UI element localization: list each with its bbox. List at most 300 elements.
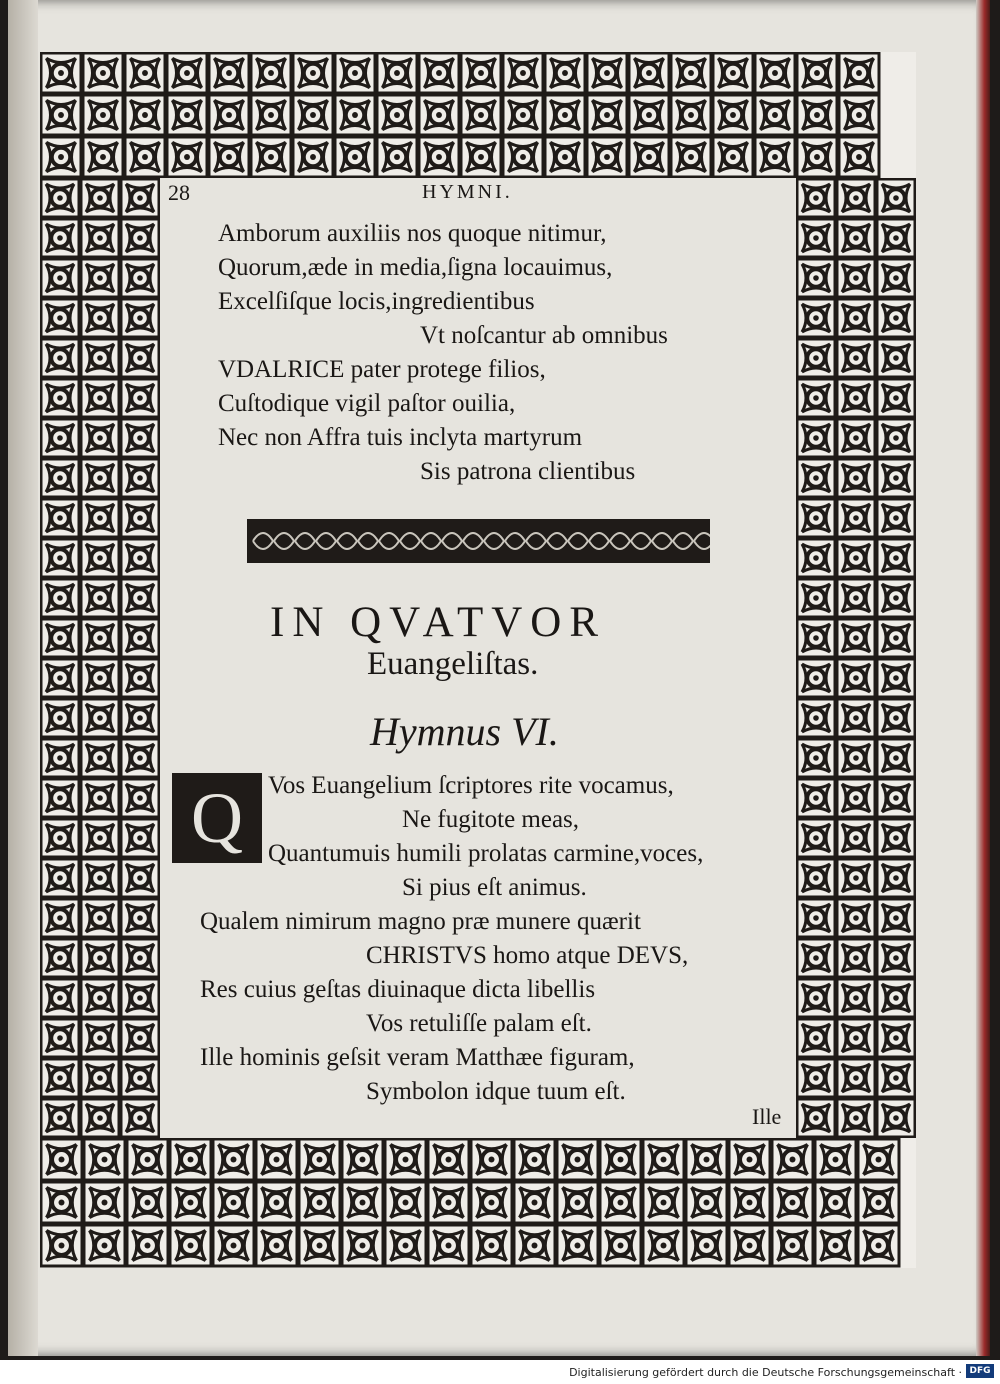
ornament-tile <box>256 1139 297 1180</box>
ornament-tile <box>121 779 159 817</box>
ornament-tile <box>121 299 159 337</box>
ornament-tile <box>837 499 875 537</box>
verse-line: Nec non Affra tuis inclyta martyrum <box>218 424 583 451</box>
ornament-tile <box>837 899 875 937</box>
leaf-ornament <box>631 533 651 549</box>
ornamental-headpiece <box>247 519 710 563</box>
verse-line: Quorum,æde in media,ſigna locauimus, <box>218 254 613 281</box>
ornament-tile <box>81 979 119 1017</box>
ornament-tile <box>41 579 79 617</box>
ornament-tile <box>41 137 81 177</box>
ornament-tile <box>797 699 835 737</box>
ornament-tile <box>213 1139 254 1180</box>
ornament-tile <box>41 1225 82 1266</box>
verse-line: Symbolon idque tuum eſt. <box>366 1078 626 1105</box>
page-number: 28 <box>168 180 190 205</box>
ornament-tile <box>209 95 249 135</box>
ornament-tile <box>121 939 159 977</box>
ornament-tile <box>41 179 79 217</box>
ornament-tile <box>686 1139 727 1180</box>
ornament-tile <box>797 659 835 697</box>
ornament-tile <box>877 419 915 457</box>
ornament-tile <box>41 539 79 577</box>
ornament-tile <box>837 379 875 417</box>
ornament-tile <box>461 53 501 93</box>
verse-line: Vos Euangelium ſcriptores rite vocamus, <box>268 772 674 799</box>
ornament-tile <box>797 95 837 135</box>
initial-letter: Q <box>191 778 243 858</box>
ornament-tile <box>41 779 79 817</box>
ornament-tile <box>557 1139 598 1180</box>
ornament-tile <box>503 95 543 135</box>
ornament-tile <box>797 459 835 497</box>
ornament-tile <box>471 1139 512 1180</box>
ornament-tile <box>342 1182 383 1223</box>
ornament-tile <box>121 899 159 937</box>
ornament-tile <box>837 179 875 217</box>
ornament-tile <box>797 539 835 577</box>
ornament-tile <box>545 137 585 177</box>
verse-line: Si pius eſt animus. <box>402 874 587 901</box>
ornament-tile <box>837 699 875 737</box>
ornament-tile <box>797 259 835 297</box>
ornament-tile <box>797 1059 835 1097</box>
ornament-tile <box>877 219 915 257</box>
ornament-tile <box>629 137 669 177</box>
ornament-tile <box>256 1182 297 1223</box>
ornament-tile <box>342 1139 383 1180</box>
ornament-tile <box>877 1019 915 1057</box>
ornament-tile <box>877 619 915 657</box>
ornament-tile <box>545 95 585 135</box>
ornament-tile <box>600 1182 641 1223</box>
ornamental-border-top <box>40 52 916 178</box>
ornament-tile <box>41 619 79 657</box>
ornament-tile <box>877 1099 915 1137</box>
ornament-tile <box>729 1182 770 1223</box>
ornament-tile <box>797 219 835 257</box>
ornament-tile <box>41 499 79 537</box>
ornament-tile <box>858 1139 899 1180</box>
ornament-tile <box>797 579 835 617</box>
ornament-tile <box>121 619 159 657</box>
ornament-tile <box>127 1225 168 1266</box>
ornament-tile <box>587 137 627 177</box>
ornament-tile <box>251 53 291 93</box>
verse-line: Qualem nimirum magno præ munere quærit <box>200 908 641 935</box>
ornament-tile <box>251 137 291 177</box>
ornament-tile <box>877 259 915 297</box>
ornament-tile <box>877 899 915 937</box>
verse-line: Ne fugitote meas, <box>402 806 580 833</box>
ornament-tile <box>877 1059 915 1097</box>
ornament-tile <box>772 1139 813 1180</box>
verse-line: Vt noſcantur ab omnibus <box>420 322 668 349</box>
ornament-tile <box>858 1225 899 1266</box>
ornament-tile <box>797 419 835 457</box>
ornament-tile <box>167 137 207 177</box>
ornament-tile <box>643 1182 684 1223</box>
ornament-tile <box>335 95 375 135</box>
ornament-tile <box>299 1139 340 1180</box>
dfg-logo: DFG <box>966 1364 994 1378</box>
ornament-tile <box>81 899 119 937</box>
ornament-tile <box>256 1225 297 1266</box>
ornament-tile <box>213 1182 254 1223</box>
ornament-tile <box>121 179 159 217</box>
ornament-tile <box>797 899 835 937</box>
ornament-tile <box>877 739 915 777</box>
ornament-tile <box>600 1139 641 1180</box>
ornament-tile <box>877 699 915 737</box>
ornament-tile <box>121 579 159 617</box>
ornament-tile <box>84 1182 125 1223</box>
ornament-tile <box>41 459 79 497</box>
ornament-tile <box>671 95 711 135</box>
leaf-ornament <box>547 533 567 549</box>
ornament-tile <box>125 53 165 93</box>
ornament-tile <box>797 339 835 377</box>
ornament-tile <box>83 137 123 177</box>
leaf-ornament <box>253 533 273 549</box>
leaf-ornament <box>442 533 462 549</box>
ornament-tile <box>41 1099 79 1137</box>
ornament-tile <box>755 53 795 93</box>
ornament-tile <box>121 739 159 777</box>
ornament-tile <box>557 1182 598 1223</box>
ornament-tile <box>41 219 79 257</box>
ornament-tile <box>877 979 915 1017</box>
ornament-tile <box>428 1139 469 1180</box>
ornamental-border-left <box>40 178 160 1138</box>
ornament-tile <box>713 137 753 177</box>
ornament-tile <box>81 179 119 217</box>
ornament-tile <box>815 1182 856 1223</box>
ornament-tile <box>839 137 879 177</box>
ornament-tile <box>877 659 915 697</box>
verse-line: CHRISTVS homo atque DEVS, <box>366 942 689 969</box>
verse-line: Excelſiſque locis,ingredientibus <box>218 288 535 315</box>
ornament-tile <box>41 1139 82 1180</box>
ornament-tile <box>837 219 875 257</box>
ornament-tile <box>729 1225 770 1266</box>
ornament-tile <box>299 1182 340 1223</box>
ornament-tile <box>837 419 875 457</box>
ornament-tile <box>121 219 159 257</box>
ornament-tile <box>877 579 915 617</box>
ornament-tile <box>81 1019 119 1057</box>
ornament-tile <box>81 779 119 817</box>
ornament-tile <box>41 819 79 857</box>
ornament-tile <box>121 379 159 417</box>
ornament-tile <box>41 95 81 135</box>
ornament-tile <box>41 739 79 777</box>
ornament-tile <box>377 95 417 135</box>
leaf-ornament <box>358 533 378 549</box>
leaf-ornament <box>274 533 294 549</box>
ornament-tile <box>419 137 459 177</box>
section-subtitle: Euangeliſtas. <box>367 646 539 682</box>
ornament-tile <box>837 739 875 777</box>
ornament-tile <box>837 939 875 977</box>
ornament-tile <box>755 137 795 177</box>
verse-line: Vos retuliſſe palam eſt. <box>366 1010 592 1037</box>
ornament-tile <box>121 1059 159 1097</box>
ornament-tile <box>127 1139 168 1180</box>
ornament-tile <box>121 979 159 1017</box>
ornament-tile <box>772 1225 813 1266</box>
ornament-tile <box>837 619 875 657</box>
ornament-tile <box>125 95 165 135</box>
ornament-tile <box>629 53 669 93</box>
ornament-tile <box>335 53 375 93</box>
ornament-tile <box>41 859 79 897</box>
leaf-ornament <box>421 533 441 549</box>
footer-credit: Digitalisierung gefördert durch die Deutsche Forschungsgemeinschaft · <box>569 1366 962 1379</box>
ornament-tile <box>815 1139 856 1180</box>
leaf-ornament <box>316 533 336 549</box>
ornament-tile <box>837 339 875 377</box>
ornament-tile <box>471 1225 512 1266</box>
ornament-tile <box>772 1182 813 1223</box>
ornament-tile <box>837 459 875 497</box>
ornament-tile <box>293 53 333 93</box>
ornament-tile <box>797 299 835 337</box>
ornament-tile <box>600 1225 641 1266</box>
ornament-tile <box>797 137 837 177</box>
ornament-tile <box>797 619 835 657</box>
ornament-tile <box>385 1182 426 1223</box>
ornament-tile <box>643 1225 684 1266</box>
verse-line: Amborum auxiliis nos quoque nitimur, <box>218 220 607 247</box>
leaf-ornament <box>295 533 315 549</box>
ornament-tile <box>41 299 79 337</box>
ornament-tile <box>503 53 543 93</box>
ornament-tile <box>81 259 119 297</box>
ornament-tile <box>797 939 835 977</box>
verse-line: Ille hominis geſsit veram Matthæe figuram, <box>200 1044 635 1071</box>
ornament-tile <box>81 459 119 497</box>
catchword: Ille <box>752 1104 782 1129</box>
ornament-tile <box>41 659 79 697</box>
decorated-initial <box>172 773 262 863</box>
ornament-tile <box>713 53 753 93</box>
ornament-tile <box>170 1182 211 1223</box>
ornament-tile <box>797 379 835 417</box>
ornament-tile <box>81 379 119 417</box>
ornament-tile <box>385 1139 426 1180</box>
ornament-tile <box>81 659 119 697</box>
ornament-tile <box>629 95 669 135</box>
ornament-tile <box>514 1225 555 1266</box>
ornament-tile <box>419 95 459 135</box>
ornament-tile <box>121 539 159 577</box>
ornament-tile <box>877 859 915 897</box>
section-title: IN QVATVOR <box>270 599 607 646</box>
ornament-tile <box>293 137 333 177</box>
ornament-tile <box>81 939 119 977</box>
ornament-tile <box>299 1225 340 1266</box>
ornament-tile <box>81 299 119 337</box>
ornament-tile <box>121 819 159 857</box>
ornament-tile <box>293 95 333 135</box>
leaf-ornament <box>484 533 504 549</box>
ornament-tile <box>837 1099 875 1137</box>
ornament-tile <box>837 659 875 697</box>
ornament-tile <box>755 95 795 135</box>
ornament-tile <box>797 739 835 777</box>
leaf-ornament <box>463 533 483 549</box>
ornament-tile <box>121 459 159 497</box>
ornament-tile <box>557 1225 598 1266</box>
ornament-tile <box>125 137 165 177</box>
verse-line: Quantumuis humili prolatas carmine,voces, <box>268 840 704 867</box>
ornament-tile <box>877 939 915 977</box>
ornament-tile <box>877 539 915 577</box>
ornament-tile <box>41 1019 79 1057</box>
ornament-tile <box>545 53 585 93</box>
ornament-tile <box>877 499 915 537</box>
leaf-ornament <box>505 533 525 549</box>
ornament-tile <box>170 1139 211 1180</box>
hymn-label: Hymnus VI. <box>370 709 559 754</box>
ornament-tile <box>121 659 159 697</box>
ornament-tile <box>121 419 159 457</box>
ornament-tile <box>587 95 627 135</box>
ornament-tile <box>83 95 123 135</box>
ornament-tile <box>839 53 879 93</box>
page-gutter <box>8 0 38 1356</box>
ornament-tile <box>213 1225 254 1266</box>
verse-line: Sis patrona clientibus <box>420 458 636 485</box>
ornament-tile <box>837 819 875 857</box>
ornament-tile <box>209 53 249 93</box>
ornament-tile <box>335 137 375 177</box>
ornamental-border-right <box>796 178 916 1138</box>
ornament-tile <box>837 299 875 337</box>
ornament-tile <box>81 1099 119 1137</box>
ornament-tile <box>41 379 79 417</box>
ornament-tile <box>686 1225 727 1266</box>
ornament-tile <box>41 979 79 1017</box>
leaf-ornament <box>526 533 546 549</box>
ornament-tile <box>81 739 119 777</box>
ornament-tile <box>858 1182 899 1223</box>
ornament-tile <box>170 1225 211 1266</box>
ornament-tile <box>837 539 875 577</box>
ornament-tile <box>643 1139 684 1180</box>
ornament-tile <box>41 899 79 937</box>
verse-line: VDALRICE pater protege filios, <box>218 356 546 383</box>
ornament-tile <box>41 259 79 297</box>
ornament-tile <box>877 339 915 377</box>
leaf-ornament <box>694 533 710 549</box>
ornament-tile <box>797 779 835 817</box>
ornament-tile <box>797 979 835 1017</box>
ornament-tile <box>81 699 119 737</box>
ornament-tile <box>797 53 837 93</box>
ornament-tile <box>837 779 875 817</box>
ornament-tile <box>167 53 207 93</box>
ornament-tile <box>41 1059 79 1097</box>
leaf-ornament <box>337 533 357 549</box>
ornament-tile <box>419 53 459 93</box>
ornament-tile <box>41 419 79 457</box>
ornament-tile <box>837 259 875 297</box>
ornament-tile <box>514 1182 555 1223</box>
ornament-tile <box>797 179 835 217</box>
ornament-tile <box>671 53 711 93</box>
ornament-tile <box>514 1139 555 1180</box>
leaf-ornament <box>379 533 399 549</box>
leaf-ornament <box>673 533 693 549</box>
ornament-tile <box>81 1059 119 1097</box>
ornament-tile <box>503 137 543 177</box>
leaf-ornament <box>610 533 630 549</box>
ornament-tile <box>713 95 753 135</box>
ornament-tile <box>377 53 417 93</box>
ornament-tile <box>81 619 119 657</box>
ornament-tile <box>121 859 159 897</box>
ornament-tile <box>877 299 915 337</box>
ornamental-border-bottom <box>40 1138 916 1268</box>
ornament-tile <box>84 1225 125 1266</box>
ornament-tile <box>81 419 119 457</box>
ornament-tile <box>121 699 159 737</box>
ornament-tile <box>797 859 835 897</box>
ornament-tile <box>81 819 119 857</box>
ornament-tile <box>671 137 711 177</box>
ornament-tile <box>121 1019 159 1057</box>
ornament-tile <box>209 137 249 177</box>
ornament-tile <box>81 539 119 577</box>
ornament-tile <box>342 1225 383 1266</box>
ornament-tile <box>815 1225 856 1266</box>
ornament-tile <box>797 1099 835 1137</box>
ornament-tile <box>471 1182 512 1223</box>
ornament-tile <box>837 859 875 897</box>
ornament-tile <box>797 819 835 857</box>
ornament-tile <box>837 979 875 1017</box>
ornament-tile <box>686 1182 727 1223</box>
ornament-tile <box>385 1225 426 1266</box>
leaf-ornament <box>652 533 672 549</box>
ornament-tile <box>81 859 119 897</box>
ornament-tile <box>167 95 207 135</box>
ornament-tile <box>41 339 79 377</box>
leaf-ornament <box>589 533 609 549</box>
ornament-tile <box>41 939 79 977</box>
ornament-tile <box>839 95 879 135</box>
ornament-tile <box>729 1139 770 1180</box>
ornament-tile <box>837 1019 875 1057</box>
ornament-tile <box>461 95 501 135</box>
ornament-tile <box>377 137 417 177</box>
leaf-ornament <box>400 533 420 549</box>
ornament-tile <box>121 259 159 297</box>
ornament-tile <box>797 499 835 537</box>
ornament-tile <box>251 95 291 135</box>
ornament-tile <box>127 1182 168 1223</box>
running-head: HYMNI. <box>422 181 513 203</box>
ornament-tile <box>81 339 119 377</box>
verse-line: Res cuius geſtas diuinaque dicta libellis <box>200 976 596 1003</box>
ornament-tile <box>797 1019 835 1057</box>
ornament-tile <box>121 339 159 377</box>
ornament-tile <box>428 1182 469 1223</box>
leaf-ornament <box>568 533 588 549</box>
ornament-tile <box>84 1139 125 1180</box>
